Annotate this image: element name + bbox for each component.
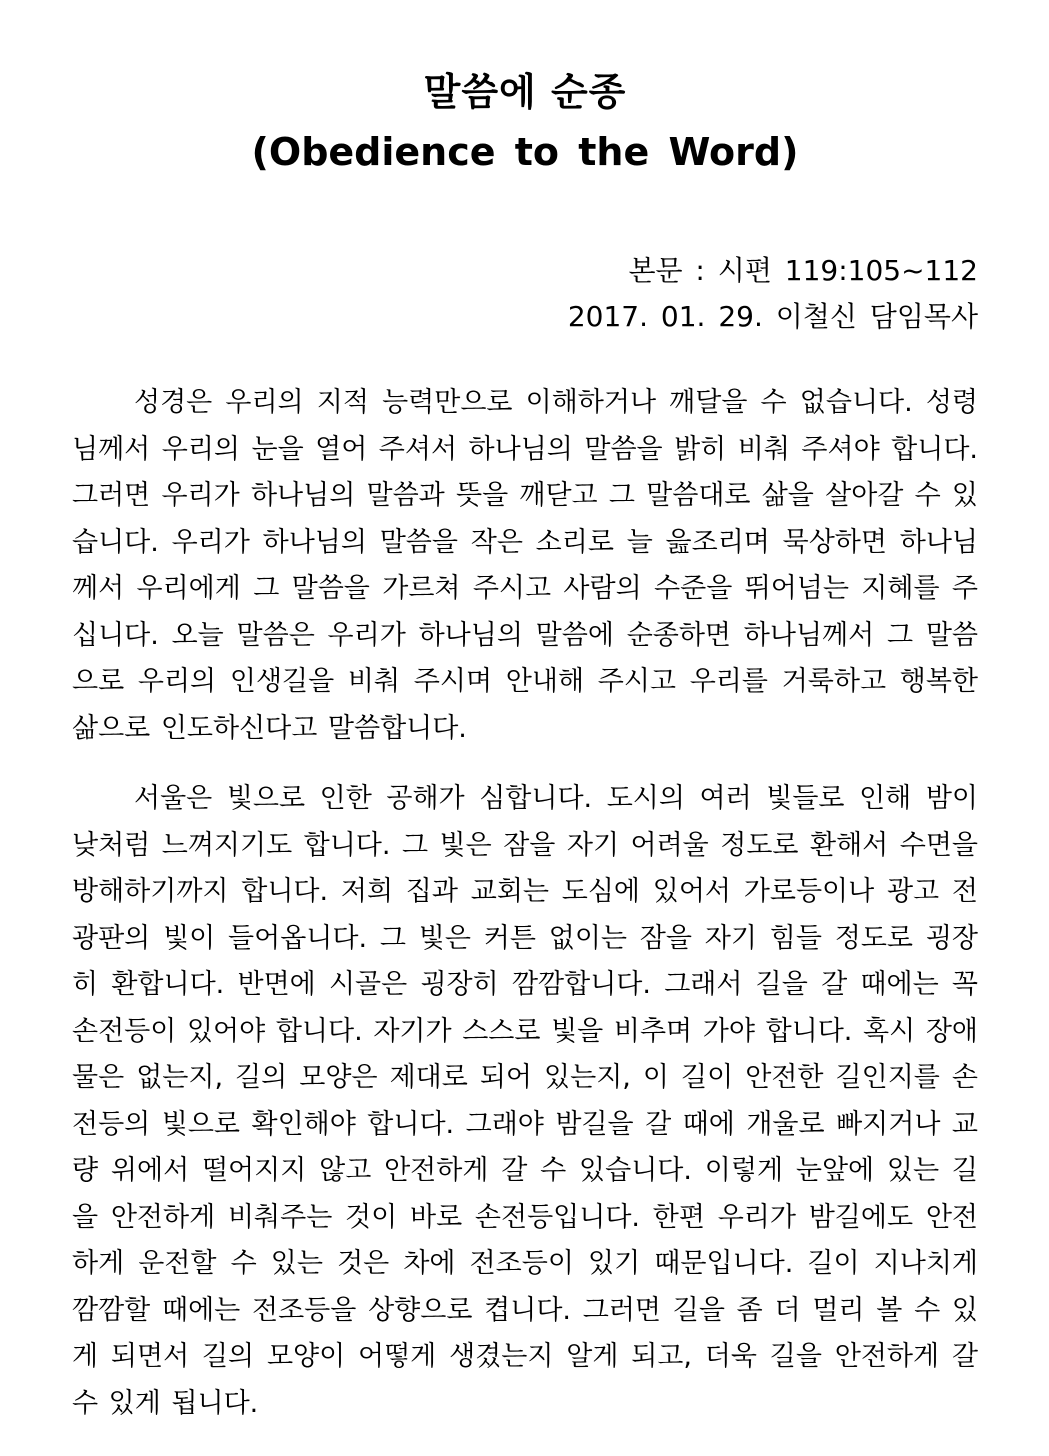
body-paragraph-1: 성경은 우리의 지적 능력만으로 이해하거나 깨달을 수 없습니다. 성령님께서 우리의 눈을 열어 주셔서 하나님의 말씀을 밝히 비춰 주셔야 합니다. 그러면 우리가 하나님의 말씀과 뜻을 깨닫고 그 말씀대로 삶을 살아갈 수 있습니다. 우리가 하나님의 말씀을 작은 소리로 늘 읊조리며 묵상하면 하나님께서 우리에게 그 말씀을 가르쳐 주시고 사람의 수준을 뛰어넘는 지혜를 주십니다. 오늘 말씀은 우리가 하나님의 말씀에 순종하면 하나님께서 그 말씀으로 우리의 인생길을 비춰 주시며 안내해 주시고 우리를 거룩하고 행복한 삶으로 인도하신다고 말씀합니다. bbox=[72, 387, 978, 744]
body-paragraph-2: 서울은 빛으로 인한 공해가 심합니다. 도시의 여러 빛들로 인해 밤이 낮처럼 느껴지기도 합니다. 그 빛은 잠을 자기 어려울 정도로 환해서 수면을 방해하기까지 합니다. 저희 집과 교회는 도심에 있어서 가로등이나 광고 전광판의 빛이 들어옵니다. 그 빛은 커튼 없이는 잠을 자기 힘들 정도로 굉장히 환합니다. 반면에 시골은 굉장히 깜깜합니다. 그래서 길을 갈 때에는 꼭 손전등이 있어야 합니다. 자기가 스스로 빛을 비추며 가야 합니다. 혹시 장애물은 없는지, 길의 모양은 제대로 되어 있는지, 이 길이 안전한 길인지를 손전등의 빛으로 확인해야 합니다. 그래야 밤길을 갈 때에 개울로 빠지거나 교량 위에서 떨어지지 않고 안전하게 갈 수 있습니다. 이렇게 눈앞에 있는 길을 안전하게 비춰주는 것이 바로 손전등입니다. 한편 우리가 밤길에도 안전하게 운전할 수 있는 것은 차에 전조등이 있기 때문입니다. 길이 지나치게 깜깜할 때에는 전조등을 상향으로 켭니다. 그러면 길을 좀 더 멀리 볼 수 있게 되면서 길의 모양이 어떻게 생겼는지 알게 되고, 더욱 길을 안전하게 갈 수 있게 됩니다. bbox=[72, 783, 978, 1419]
page-title-english: (Obedience to the Word) bbox=[251, 130, 799, 174]
page-title-korean: 말씀에 순종 bbox=[423, 70, 627, 114]
sermon-meta bbox=[568, 248, 978, 340]
scripture-reference: 본문 : 시편 119:105~112 bbox=[628, 254, 978, 287]
date-and-author: 2017. 01. 29. 이철신 담임목사 bbox=[567, 300, 978, 333]
